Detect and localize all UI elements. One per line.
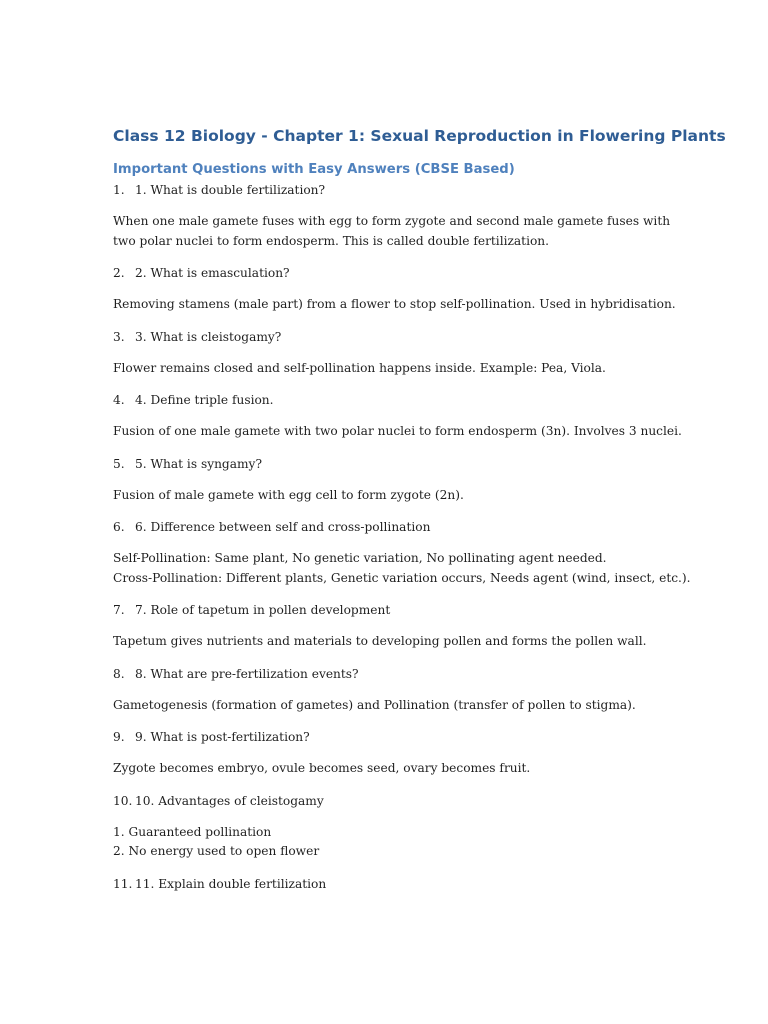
answer-line: two polar nuclei to form endosperm. This is called double fertilization. <box>113 233 550 248</box>
answer-text <box>113 359 713 379</box>
page-subtitle: Important Questions with Easy Answers (CBSE Based) <box>113 162 515 177</box>
question-number: 2. <box>113 266 125 280</box>
document-page <box>113 124 726 894</box>
question-text: 6. Difference between self and cross-pollination <box>135 520 431 534</box>
answer-line: Self-Pollination: Same plant, No genetic variation, No pollinating agent needed. <box>113 551 607 565</box>
question-text: 9. What is post-fertilization? <box>135 730 310 744</box>
answer-line: Fusion of one male gamete with two polar nuclei to form endosperm (3n). Involves 3 nuclei. <box>113 424 682 438</box>
answer-line: Zygote becomes embryo, ovule becomes seed, ovary becomes fruit. <box>113 761 531 775</box>
answer-text <box>113 823 713 862</box>
answer-text <box>113 295 713 315</box>
question-item <box>113 454 713 474</box>
answer-line: Tapetum gives nutrients and materials to developing pollen and forms the pollen wall. <box>113 634 647 648</box>
question-text: 7. Role of tapetum in pollen development <box>135 603 391 617</box>
question-text: 2. What is emasculation? <box>135 266 290 280</box>
question-item <box>113 263 713 283</box>
question-text: 11. Explain double fertilization <box>135 876 327 891</box>
question-number: 5. <box>113 456 125 471</box>
answer-line: 1. Guaranteed pollination <box>113 824 272 839</box>
question-item <box>113 727 713 747</box>
answer-text <box>113 486 713 506</box>
question-text: 5. What is syngamy? <box>135 456 262 471</box>
question-text: 10. Advantages of cleistogamy <box>135 793 324 808</box>
answer-line: Fusion of male gamete with egg cell to form zygote (2n). <box>113 487 464 502</box>
answer-text <box>113 212 713 251</box>
question-number: 3. <box>113 329 125 344</box>
question-item <box>113 327 713 347</box>
answer-text <box>113 759 713 779</box>
answer-line: Removing stamens (male part) from a flower to stop self-pollination. Used in hybridisation. <box>113 297 676 311</box>
question-number: 1. <box>113 183 125 197</box>
answer-text <box>113 696 713 716</box>
answer-text <box>113 549 713 588</box>
question-number: 4. <box>113 393 125 407</box>
question-number: 10. <box>113 793 133 808</box>
question-number: 9. <box>113 730 125 744</box>
question-item <box>113 600 713 620</box>
page-title: Class 12 Biology - Chapter 1: Sexual Reproduction in Flowering Plants <box>113 127 726 145</box>
question-item <box>113 874 713 894</box>
answer-line: Flower remains closed and self-pollination happens inside. Example: Pea, Viola. <box>113 360 606 375</box>
question-item <box>113 180 713 200</box>
answer-line: Gametogenesis (formation of gametes) and Pollination (transfer of pollen to stigma). <box>113 697 636 712</box>
question-text: 4. Define triple fusion. <box>135 393 274 407</box>
question-text: 1. What is double fertilization? <box>135 183 326 197</box>
question-item <box>113 517 713 537</box>
answer-line: 2. No energy used to open flower <box>113 844 320 858</box>
question-item <box>113 664 713 684</box>
question-number: 8. <box>113 666 125 681</box>
question-number: 11. <box>113 876 133 891</box>
answer-text <box>113 422 713 442</box>
question-answer-list <box>113 180 713 894</box>
question-number: 6. <box>113 520 125 534</box>
question-number: 7. <box>113 603 125 617</box>
answer-line: When one male gamete fuses with egg to form zygote and second male gamete fuses with <box>113 214 671 228</box>
question-text: 3. What is cleistogamy? <box>135 329 282 344</box>
question-item <box>113 390 713 410</box>
answer-text <box>113 632 713 652</box>
question-item <box>113 791 713 811</box>
question-text: 8. What are pre-fertilization events? <box>135 666 359 681</box>
answer-line: Cross-Pollination: Different plants, Genetic variation occurs, Needs agent (wind, insect, etc.). <box>113 570 691 585</box>
